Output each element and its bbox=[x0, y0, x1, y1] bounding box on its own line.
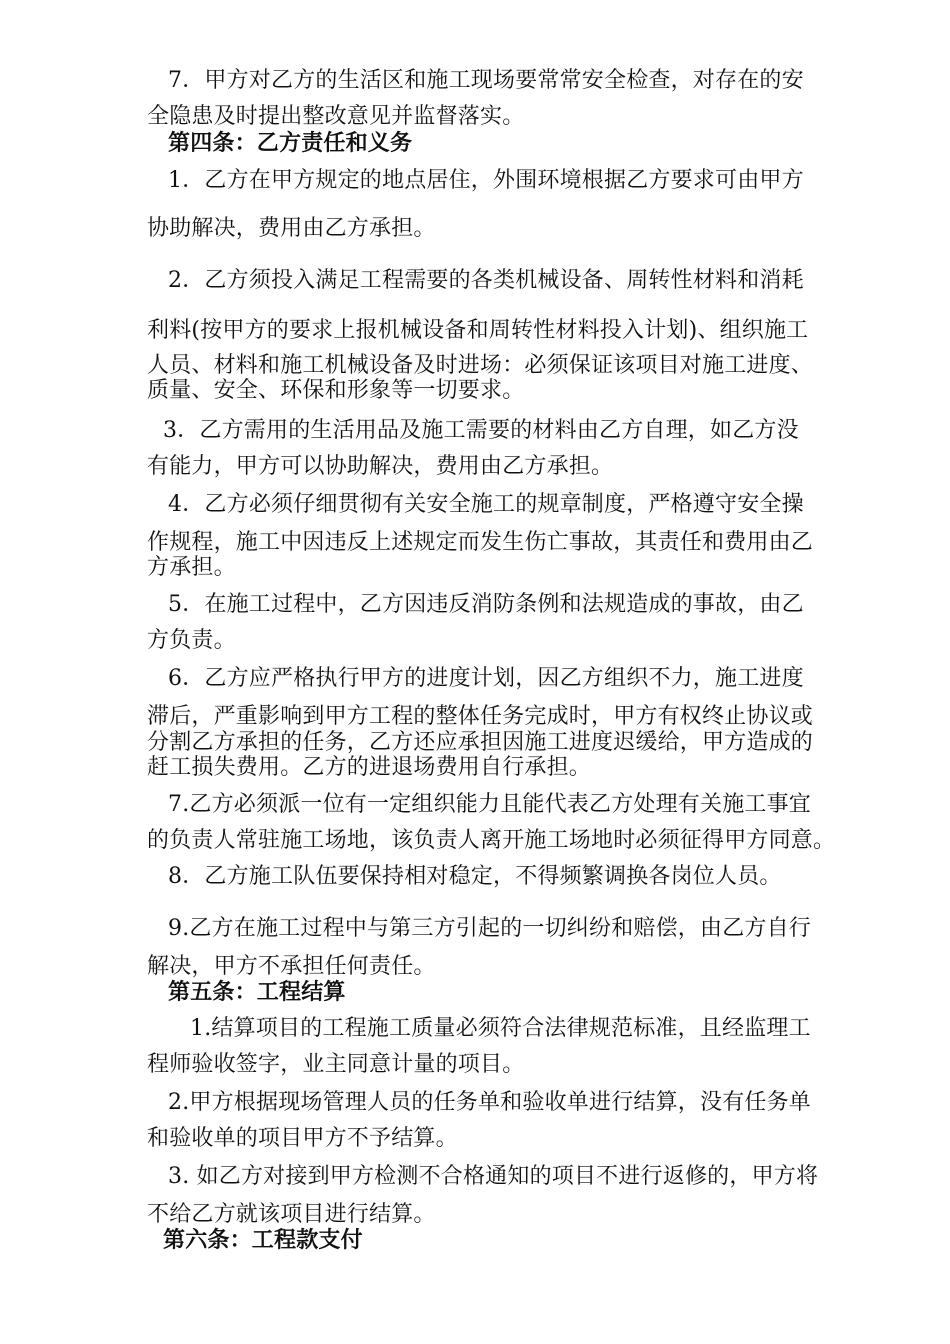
text-line: 方负责。 bbox=[147, 628, 236, 653]
text-line: 协助解决，费用由乙方承担。 bbox=[147, 216, 436, 241]
text-line: 7.乙方必须派一位有一定组织能力且能代表乙方处理有关施工事宜 bbox=[168, 792, 811, 817]
text-line: 4．乙方必须仔细贯彻有关安全施工的规章制度，严格遵守安全操 bbox=[168, 492, 804, 517]
text-line: 3．乙方需用的生活用品及施工需要的材料由乙方自理，如乙方没 bbox=[163, 418, 799, 443]
section-heading: 第六条：工程款支付 bbox=[163, 1227, 363, 1253]
text-line: 程师验收签字，业主同意计量的项目。 bbox=[147, 1052, 525, 1077]
section-heading: 第四条：乙方责任和义务 bbox=[168, 130, 413, 156]
text-line: 赶工损失费用。乙方的进退场费用自行承担。 bbox=[147, 755, 592, 780]
text-line: 8．乙方施工队伍要保持相对稳定，不得频繁调换各岗位人员。 bbox=[168, 864, 782, 889]
text-line: 解决，甲方不承担任何责任。 bbox=[147, 954, 436, 979]
text-line: 的负责人常驻施工场地，该负责人离开施工场地时必须征得甲方同意。 bbox=[147, 828, 836, 853]
text-line: 作规程，施工中因违反上述规定而发生伤亡事故，其责任和费用由乙 bbox=[147, 530, 814, 555]
text-line: 分割乙方承担的任务，乙方还应承担因施工进度迟缓给，甲方造成的 bbox=[147, 730, 814, 755]
text-line: 有能力，甲方可以协助解决，费用由乙方承担。 bbox=[147, 454, 614, 479]
text-line: 质量、安全、环保和形象等一切要求。 bbox=[147, 378, 525, 403]
text-line: 9.乙方在施工过程中与第三方引起的一切纠纷和赔偿，由乙方自行 bbox=[168, 916, 811, 941]
text-line: 2.甲方根据现场管理人员的任务单和验收单进行结算，没有任务单 bbox=[168, 1090, 811, 1115]
text-line: 和验收单的项目甲方不予结算。 bbox=[147, 1126, 458, 1151]
text-line: 利料(按甲方的要求上报机械设备和周转性材料投入计划)、组织施工 bbox=[147, 318, 809, 343]
text-line: 人员、材料和施工机械设备及时进场：必须保证该项目对施工进度、 bbox=[147, 353, 814, 378]
text-line: 1.结算项目的工程施工质量必须符合法律规范标准，且经监理工 bbox=[190, 1016, 811, 1041]
text-line: 5．在施工过程中，乙方因违反消防条例和法规造成的事故，由乙 bbox=[168, 592, 804, 617]
text-line: 全隐患及时提出整改意见并监督落实。 bbox=[147, 104, 525, 129]
text-line: 6．乙方应严格执行甲方的进度计划，因乙方组织不力，施工进度 bbox=[168, 666, 804, 691]
text-line: 7．甲方对乙方的生活区和施工现场要常常安全检查，对存在的安 bbox=[168, 68, 804, 93]
section-heading: 第五条：工程结算 bbox=[168, 979, 346, 1005]
text-line: 滞后，严重影响到甲方工程的整体任务完成时，甲方有权终止协议或 bbox=[147, 704, 814, 729]
text-line: 3. 如乙方对接到甲方检测不合格通知的项目不进行返修的，甲方将 bbox=[168, 1164, 819, 1189]
text-line: 1．乙方在甲方规定的地点居住，外围环境根据乙方要求可由甲方 bbox=[168, 168, 804, 193]
text-line: 方承担。 bbox=[147, 555, 236, 580]
text-line: 2．乙方须投入满足工程需要的各类机械设备、周转性材料和消耗 bbox=[168, 268, 804, 293]
text-line: 不给乙方就该项目进行结算。 bbox=[147, 1202, 436, 1227]
